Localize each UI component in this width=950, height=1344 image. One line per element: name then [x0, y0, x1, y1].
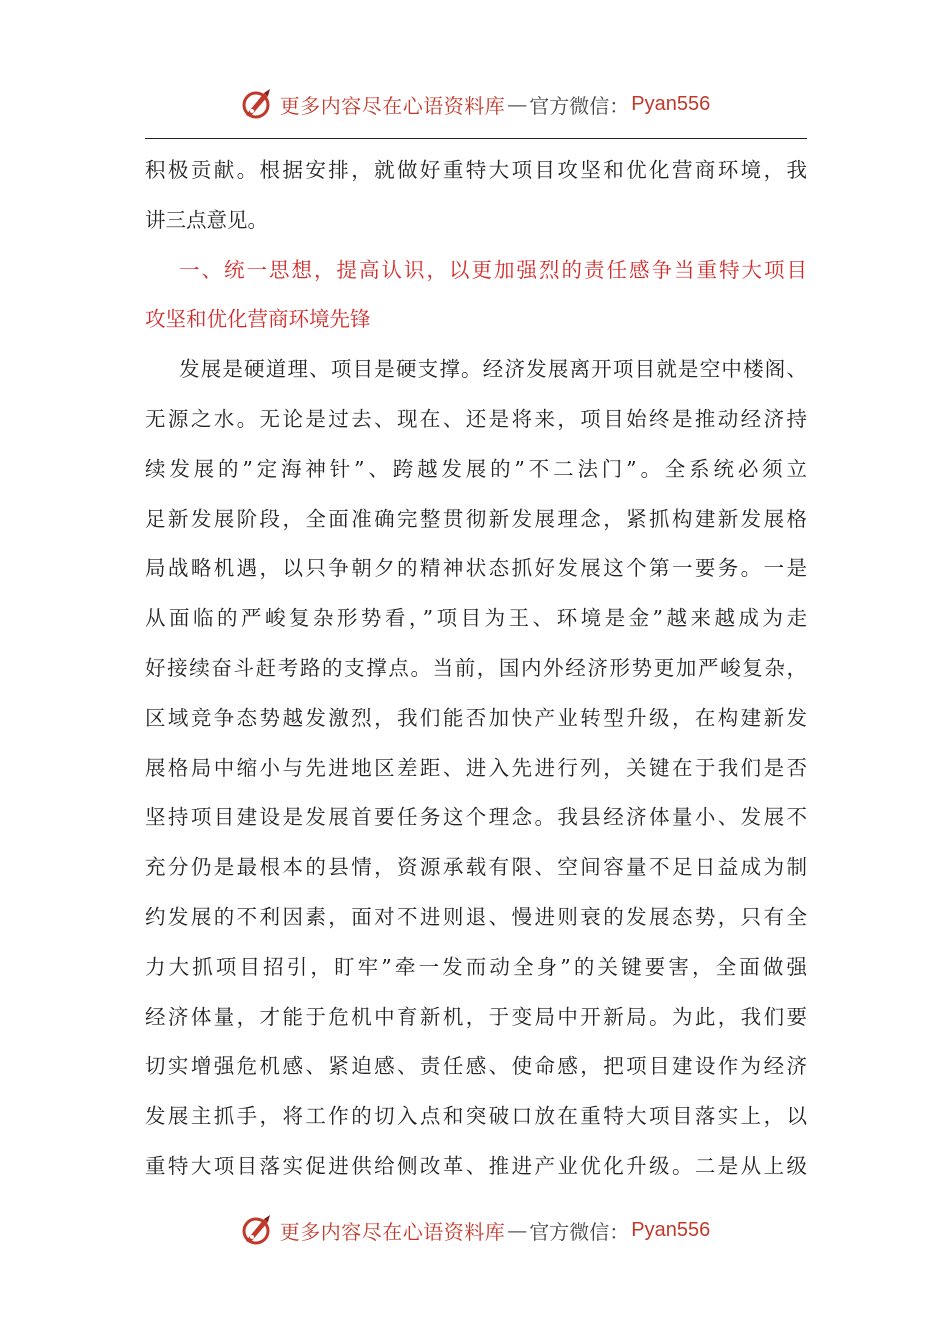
body-line: 好接续奋斗赶考路的支撑点。当前，国内外经济形势更加严峻复杂， [145, 655, 807, 680]
document-body [145, 146, 807, 1192]
banner-title: 更多内容尽在心语资料库 [279, 1219, 506, 1244]
banner-dash: — [507, 92, 528, 116]
body-line: 局战略机遇，以只争朝夕的精神状态抓好发展这个第一要务。一是 [145, 556, 807, 581]
body-line: 发展是硬道理、项目是硬支撑。经济发展离开项目就是空中楼阁、 [179, 357, 807, 382]
body-line: 续发展的”定海神针”、跨越发展的”不二法门”。全系统必须立 [145, 456, 807, 481]
body-line: 坚持项目建设是发展首要任务这个理念。我县经济体量小、发展不 [145, 805, 807, 830]
body-line: 经济体量，才能于危机中育新机，于变局中开新局。为此，我们要 [145, 1004, 807, 1029]
body-line: 约发展的不利因素，面对不进则退、慢进则衰的发展态势，只有全 [145, 904, 807, 929]
section-heading: 一、统一思想，提高认识，以更加强烈的责任感争当重特大项目 [179, 257, 807, 282]
body-line: 切实增强危机感、紧迫感、责任感、使命感，把项目建设作为经济 [145, 1054, 807, 1079]
body-line: 区域竞争态势越发激烈，我们能否加快产业转型升级，在构建新发 [145, 705, 807, 730]
page-footer-banner [0, 1208, 950, 1252]
body-line: 重特大项目落实促进供给侧改革、推进产业优化升级。二是从上级 [145, 1153, 807, 1178]
pen-circle-logo-icon [240, 87, 274, 121]
banner-official-label: 官方微信： [529, 93, 630, 118]
banner-title: 更多内容尽在心语资料库 [279, 93, 506, 118]
banner-wechat-id: Pyan556 [631, 92, 711, 115]
body-line: 讲三点意见。 [145, 207, 268, 232]
header-divider [145, 138, 807, 139]
page-header-banner [0, 82, 950, 126]
banner-dash: — [507, 1218, 528, 1242]
banner-official-label: 官方微信： [529, 1219, 630, 1244]
body-line: 充分仍是最根本的县情，资源承载有限、空间容量不足日益成为制 [145, 855, 807, 880]
pen-circle-logo-icon [240, 1213, 274, 1247]
body-line: 足新发展阶段，全面准确完整贯彻新发展理念，紧抓构建新发展格 [145, 506, 807, 531]
body-line: 发展主抓手，将工作的切入点和突破口放在重特大项目落实上，以 [145, 1104, 807, 1129]
body-line: 力大抓项目招引，盯牢”牵一发而动全身”的关键要害，全面做强 [145, 954, 807, 979]
body-line: 无源之水。无论是过去、现在、还是将来，项目始终是推动经济持 [145, 406, 807, 431]
body-line: 积极贡献。根据安排，就做好重特大项目攻坚和优化营商环境，我 [145, 158, 807, 182]
banner-wechat-id: Pyan556 [631, 1218, 711, 1241]
body-line: 展格局中缩小与先进地区差距、进入先进行列，关键在于我们是否 [145, 755, 807, 780]
body-line: 从面临的严峻复杂形势看，”项目为王、环境是金”越来越成为走 [145, 606, 807, 631]
section-heading: 攻坚和优化营商环境先锋 [145, 307, 371, 332]
